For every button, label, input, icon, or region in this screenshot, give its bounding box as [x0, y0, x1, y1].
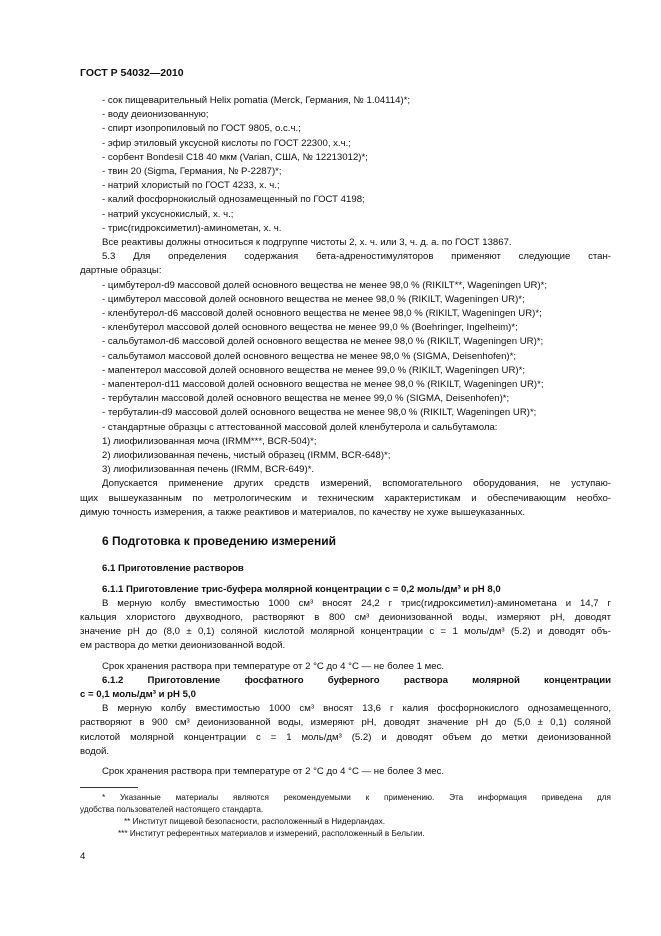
footnotes [80, 792, 611, 840]
certified-samples-list [80, 435, 611, 478]
reagent-item: - спирт изопропиловый по ГОСТ 9805, о.с.ч.; [102, 123, 301, 135]
paragraph-line: В мерную колбу вместимостью 1000 см³ вносят 24,2 г трис(гидроксиметил)-аминометана и 14,7 г [102, 597, 611, 609]
standard-sample-item: - мапентерол массовой долей основного вещества не менее 99,0 % (RIKILT, Wageningen UR)*; [102, 364, 526, 376]
footnote-line: *** Институт референтных материалов и измерений, расположенный в Бельгии. [118, 829, 425, 838]
standard-sample-item: - сальбутамол-d6 массовой долей основного вещества не менее 98,0 % (RIKILT, Wageningen UR)*; [102, 336, 544, 348]
reagent-item: - натрий уксуснокислый, х. ч.; [102, 208, 234, 220]
standard-sample-item: - сальбутамол массовой долей основного вещества не менее 98,0 % (SIGMA, Deisenhofen)*; [102, 350, 516, 362]
numbered-item: 3) лиофилизованная печень (IRMM, BCR-649)*. [102, 464, 315, 476]
reagent-item: - калий фосфорнокислый однозамещенный по ГОСТ 4198; [102, 194, 365, 206]
numbered-item: 2) лиофилизованная печень, чистый образец (IRMM, BCR-648)*; [102, 450, 391, 462]
reagents-list [80, 94, 611, 236]
page-number: 4 [80, 851, 86, 862]
standard-sample-item: - тербуталин-d9 массовой долей основного вещества не менее 98,0 % (RIKILT, Wageningen UR)*; [102, 407, 537, 419]
storage-note: Срок хранения раствора при температуре от 2 °С до 4 °С — не более 1 мес. [102, 660, 445, 672]
reagent-item: - сок пищеварительный Helix pomatia (Merck, Германия, № 1.04114)*; [102, 95, 411, 106]
paragraph-line: димую точность измерения, а также реактивов и материалов, по качеству не хуже вышеуказанных. [80, 506, 526, 518]
section-6-1-2-heading-cont: c = 0,1 моль/дм³ и рН 5,0 [80, 688, 196, 700]
document-body [80, 94, 611, 779]
footnote-divider [80, 787, 138, 788]
paragraph-line: Допускается применение других средств измерений, вспомогательного оборудования, не уступаю- [102, 478, 611, 490]
section-6-1-2-heading: 6.1.2 Приготовление фосфатного буферного раствора молярной концентрации [102, 674, 611, 686]
standard-sample-item: - кленбутерол-d6 массовой долей основного вещества не менее 98,0 % (RIKILT, Wageningen UR)*; [102, 308, 542, 320]
standard-sample-item: - цимбутерол-d9 массовой долей основного вещества не менее 98,0 % (RIKILT**, Wageningen UR)*; [102, 279, 548, 291]
section-6-1-heading: 6.1 Приготовление растворов [102, 563, 244, 575]
reagent-item: - воду деионизованную; [102, 109, 209, 121]
standard-sample-item: - кленбутерол массовой долей основного вещества не менее 99,0 % (Boehringer, Ingelheim)*; [102, 322, 518, 334]
standard-sample-item: - стандартные образцы с аттестованной массовой долей кленбутерола и сальбутамола: [102, 421, 498, 433]
reagent-item: - твин 20 (Sigma, Германия, № P-2287)*; [102, 166, 282, 178]
section-6-1-1-body [80, 597, 611, 654]
reagent-item: - сорбент Bondesil C18 40 мкм (Varian, США, № 12213012)*; [102, 151, 368, 163]
footnote-line: удобства пользователей настоящего стандарта. [80, 805, 264, 814]
standard-header: ГОСТ Р 54032—2010 [80, 67, 184, 79]
paragraph-line: кальция хлористого двухводного, растворяют в 800 см³ деионизованной воды, измеряют рН, доводят [80, 611, 611, 623]
footnote-line: * Указанные материалы являются рекомендуемыми к применению. Эта информация приведена для [102, 793, 611, 802]
paragraph-line: щих вышеуказанным по метрологическим и техническим характеристикам и обеспечивающим необхо- [80, 492, 611, 504]
section-5-3-intro-cont: дартные образцы: [80, 265, 162, 277]
paragraph-line: ем раствора до метки деионизованной водой. [80, 640, 286, 652]
reagent-item: - эфир этиловый уксусной кислоты по ГОСТ 22300, х.ч.; [102, 137, 351, 149]
paragraph-line: кислотой молярной концентрации c = 1 моль/дм³ (5.2) и доводят объем до метки деионизованной [80, 731, 611, 743]
storage-note: Срок хранения раствора при температуре от 2 °С до 4 °С — не более 3 мес. [102, 765, 445, 777]
standard-sample-item: - мапентерол-d11 массовой долей основного вещества не менее 98,0 % (RIKILT, Wageningen UR)*; [102, 379, 544, 391]
reagent-item: - трис(гидроксиметил)-аминометан, х. ч. [102, 222, 282, 234]
standard-sample-item: - цимбутерол массовой долей основного вещества не менее 98,0 % (RIKILT, Wageningen UR)*; [102, 293, 525, 305]
section-6-1-1-heading: 6.1.1 Приготовление трис-буфера молярной концентрации c = 0,2 моль/дм³ и рН 8,0 [102, 583, 501, 595]
reagent-item: - натрий хлористый по ГОСТ 4233, х. ч.; [102, 180, 280, 192]
purity-note: Все реактивы должны относиться к подгруппе чистоты 2, х. ч. или 3, ч. д. а. по ГОСТ 13867. [102, 237, 512, 249]
paragraph-line: растворяют в 900 см³ деионизованной воды, измеряют рН, доводят значение рН до (5,0 ± 0,1) соляной [80, 717, 611, 729]
standard-sample-item: - тербуталин массовой долей основного вещества не менее 99,0 % (SIGMA, Deisenhofen)*; [102, 393, 510, 405]
paragraph-line: значение рН до (8,0 ± 0,1) соляной кислотой молярной концентрации c = 1 моль/дм³ (5.2) и доводят объ- [80, 626, 611, 638]
numbered-item: 1) лиофилизованная моча (IRMM***, BCR-504)*; [102, 435, 317, 447]
footnote-line: ** Институт пищевой безопасности, расположенный в Нидерландах. [124, 817, 386, 826]
allowed-substitutes-paragraph [80, 477, 611, 520]
section-5-3-intro: 5.3 Для определения содержания бета-адреностимуляторов применяют следующие стан- [102, 251, 611, 263]
section-6-heading: 6 Подготовка к проведению измерений [102, 534, 336, 549]
paragraph-line: В мерную колбу вместимостью 1000 см³ вносят 13,6 г калия фосфорнокислого однозамещенного, [102, 703, 611, 715]
section-6-1-2-body [80, 702, 611, 759]
paragraph-line: водой. [80, 745, 110, 757]
standard-samples-list [80, 279, 611, 435]
